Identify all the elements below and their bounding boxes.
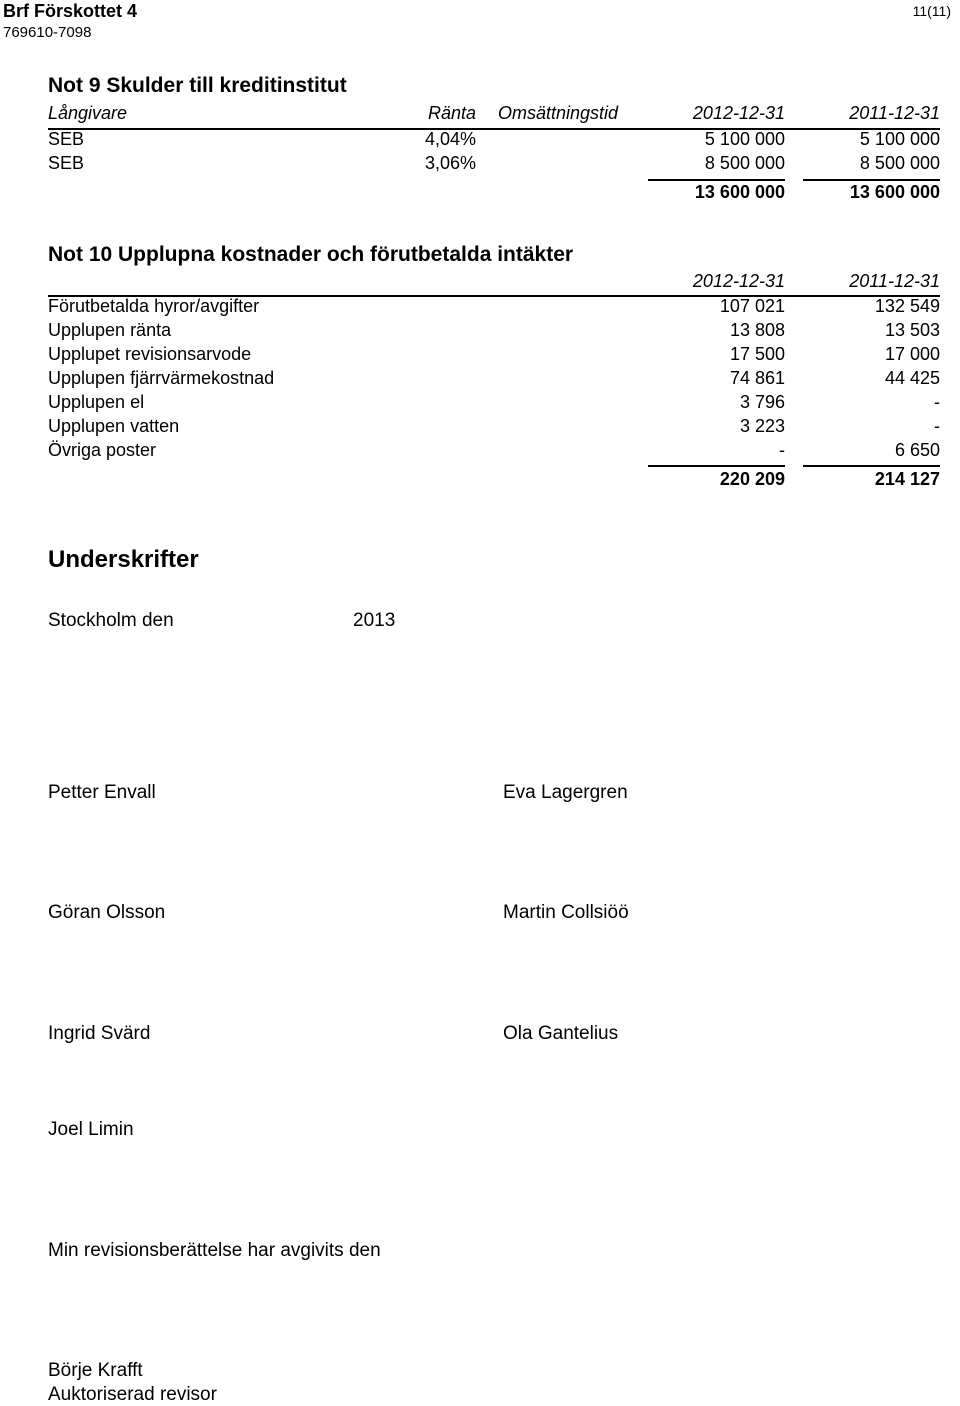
note9-rate: 3,06% (424, 153, 476, 173)
note9-total-rule-2011 (803, 179, 940, 181)
note10-value-2011: 132 549 (874, 296, 940, 316)
note10-label: Förutbetalda hyror/avgifter (48, 296, 260, 316)
note10-col-2011: 2011-12-31 (849, 271, 940, 291)
note10-title: Not 10 Upplupna kostnader och förutbetalda intäkter (48, 243, 574, 266)
table-row (48, 368, 940, 392)
note9-title: Not 9 Skulder till kreditinstitut (48, 74, 347, 97)
org-number: 769610-7098 (3, 24, 92, 41)
table-row (48, 153, 940, 177)
signatory-name: Ola Gantelius (503, 1023, 619, 1044)
note9-total-rule-2012 (648, 179, 785, 181)
note9-value-2012: 8 500 000 (704, 153, 785, 173)
note10-value-2012: 17 500 (729, 344, 785, 364)
note10-total-2011: 214 127 (874, 469, 940, 489)
note10-value-2011: 44 425 (884, 368, 940, 388)
note9-value-2011: 8 500 000 (859, 153, 940, 173)
table-row (48, 344, 940, 368)
table-row (48, 296, 940, 320)
note10-value-2012: 3 223 (739, 416, 785, 436)
note10-value-2012: 107 021 (719, 296, 785, 316)
note9-col-rate: Ränta (427, 103, 476, 123)
signatory-name: Ingrid Svärd (48, 1023, 151, 1044)
note10-label: Upplupen fjärrvärmekostnad (48, 368, 275, 388)
signatory-name: Martin Collsiöö (503, 902, 629, 923)
note9-header-row (48, 103, 940, 127)
table-row (48, 320, 940, 344)
signatures-title: Underskrifter (48, 546, 199, 573)
place-date-label: Stockholm den (48, 610, 174, 631)
note10-value-2012: - (779, 440, 785, 460)
note10-value-2011: - (934, 392, 940, 412)
page-number: 11(11) (912, 3, 951, 19)
note10-header-row (48, 271, 940, 295)
note10-value-2011: - (934, 416, 940, 436)
note10-value-2012: 3 796 (739, 392, 785, 412)
auditor-name: Börje Krafft (48, 1360, 143, 1381)
note10-total-row (48, 469, 940, 493)
note9-col-2011: 2011-12-31 (849, 103, 940, 123)
note9-col-2012: 2012-12-31 (692, 103, 785, 123)
signatory-name: Göran Olsson (48, 902, 166, 923)
note9-value-2011: 5 100 000 (859, 129, 940, 149)
note10-col-2012: 2012-12-31 (692, 271, 785, 291)
signature-year: 2013 (353, 610, 396, 631)
table-row (48, 440, 940, 464)
note10-label: Upplupen el (48, 392, 145, 412)
note10-label: Upplupet revisionsarvode (48, 344, 252, 364)
org-name: Brf Förskottet 4 (3, 1, 138, 21)
note9-col-lender: Långivare (48, 103, 128, 123)
signatory-name: Eva Lagergren (503, 782, 628, 803)
auditor-statement: Min revisionsberättelse har avgivits den (48, 1240, 381, 1261)
note10-total-2012: 220 209 (719, 469, 785, 489)
note9-lender: SEB (48, 129, 85, 149)
note10-value-2011: 6 650 (894, 440, 940, 460)
note9-total-2011: 13 600 000 (849, 182, 940, 202)
note10-label: Upplupen ränta (48, 320, 172, 340)
auditor-title: Auktoriserad revisor (48, 1384, 217, 1405)
signatory-name: Petter Envall (48, 782, 156, 803)
note9-total-row (48, 182, 940, 206)
table-row (48, 392, 940, 416)
table-row (48, 129, 940, 153)
note9-rate: 4,04% (424, 129, 476, 149)
note10-value-2011: 17 000 (884, 344, 940, 364)
signatory-name: Joel Limin (48, 1119, 134, 1140)
note10-label: Upplupen vatten (48, 416, 180, 436)
note9-lender: SEB (48, 153, 85, 173)
note9-col-term: Omsättningstid (498, 103, 619, 123)
note10-value-2012: 74 861 (729, 368, 785, 388)
note10-total-rule-2011 (803, 465, 940, 467)
note10-value-2012: 13 808 (729, 320, 785, 340)
table-row (48, 416, 940, 440)
note9-total-2012: 13 600 000 (694, 182, 785, 202)
note10-label: Övriga poster (48, 440, 157, 460)
note9-value-2012: 5 100 000 (704, 129, 785, 149)
note10-total-rule-2012 (648, 465, 785, 467)
note10-value-2011: 13 503 (884, 320, 940, 340)
